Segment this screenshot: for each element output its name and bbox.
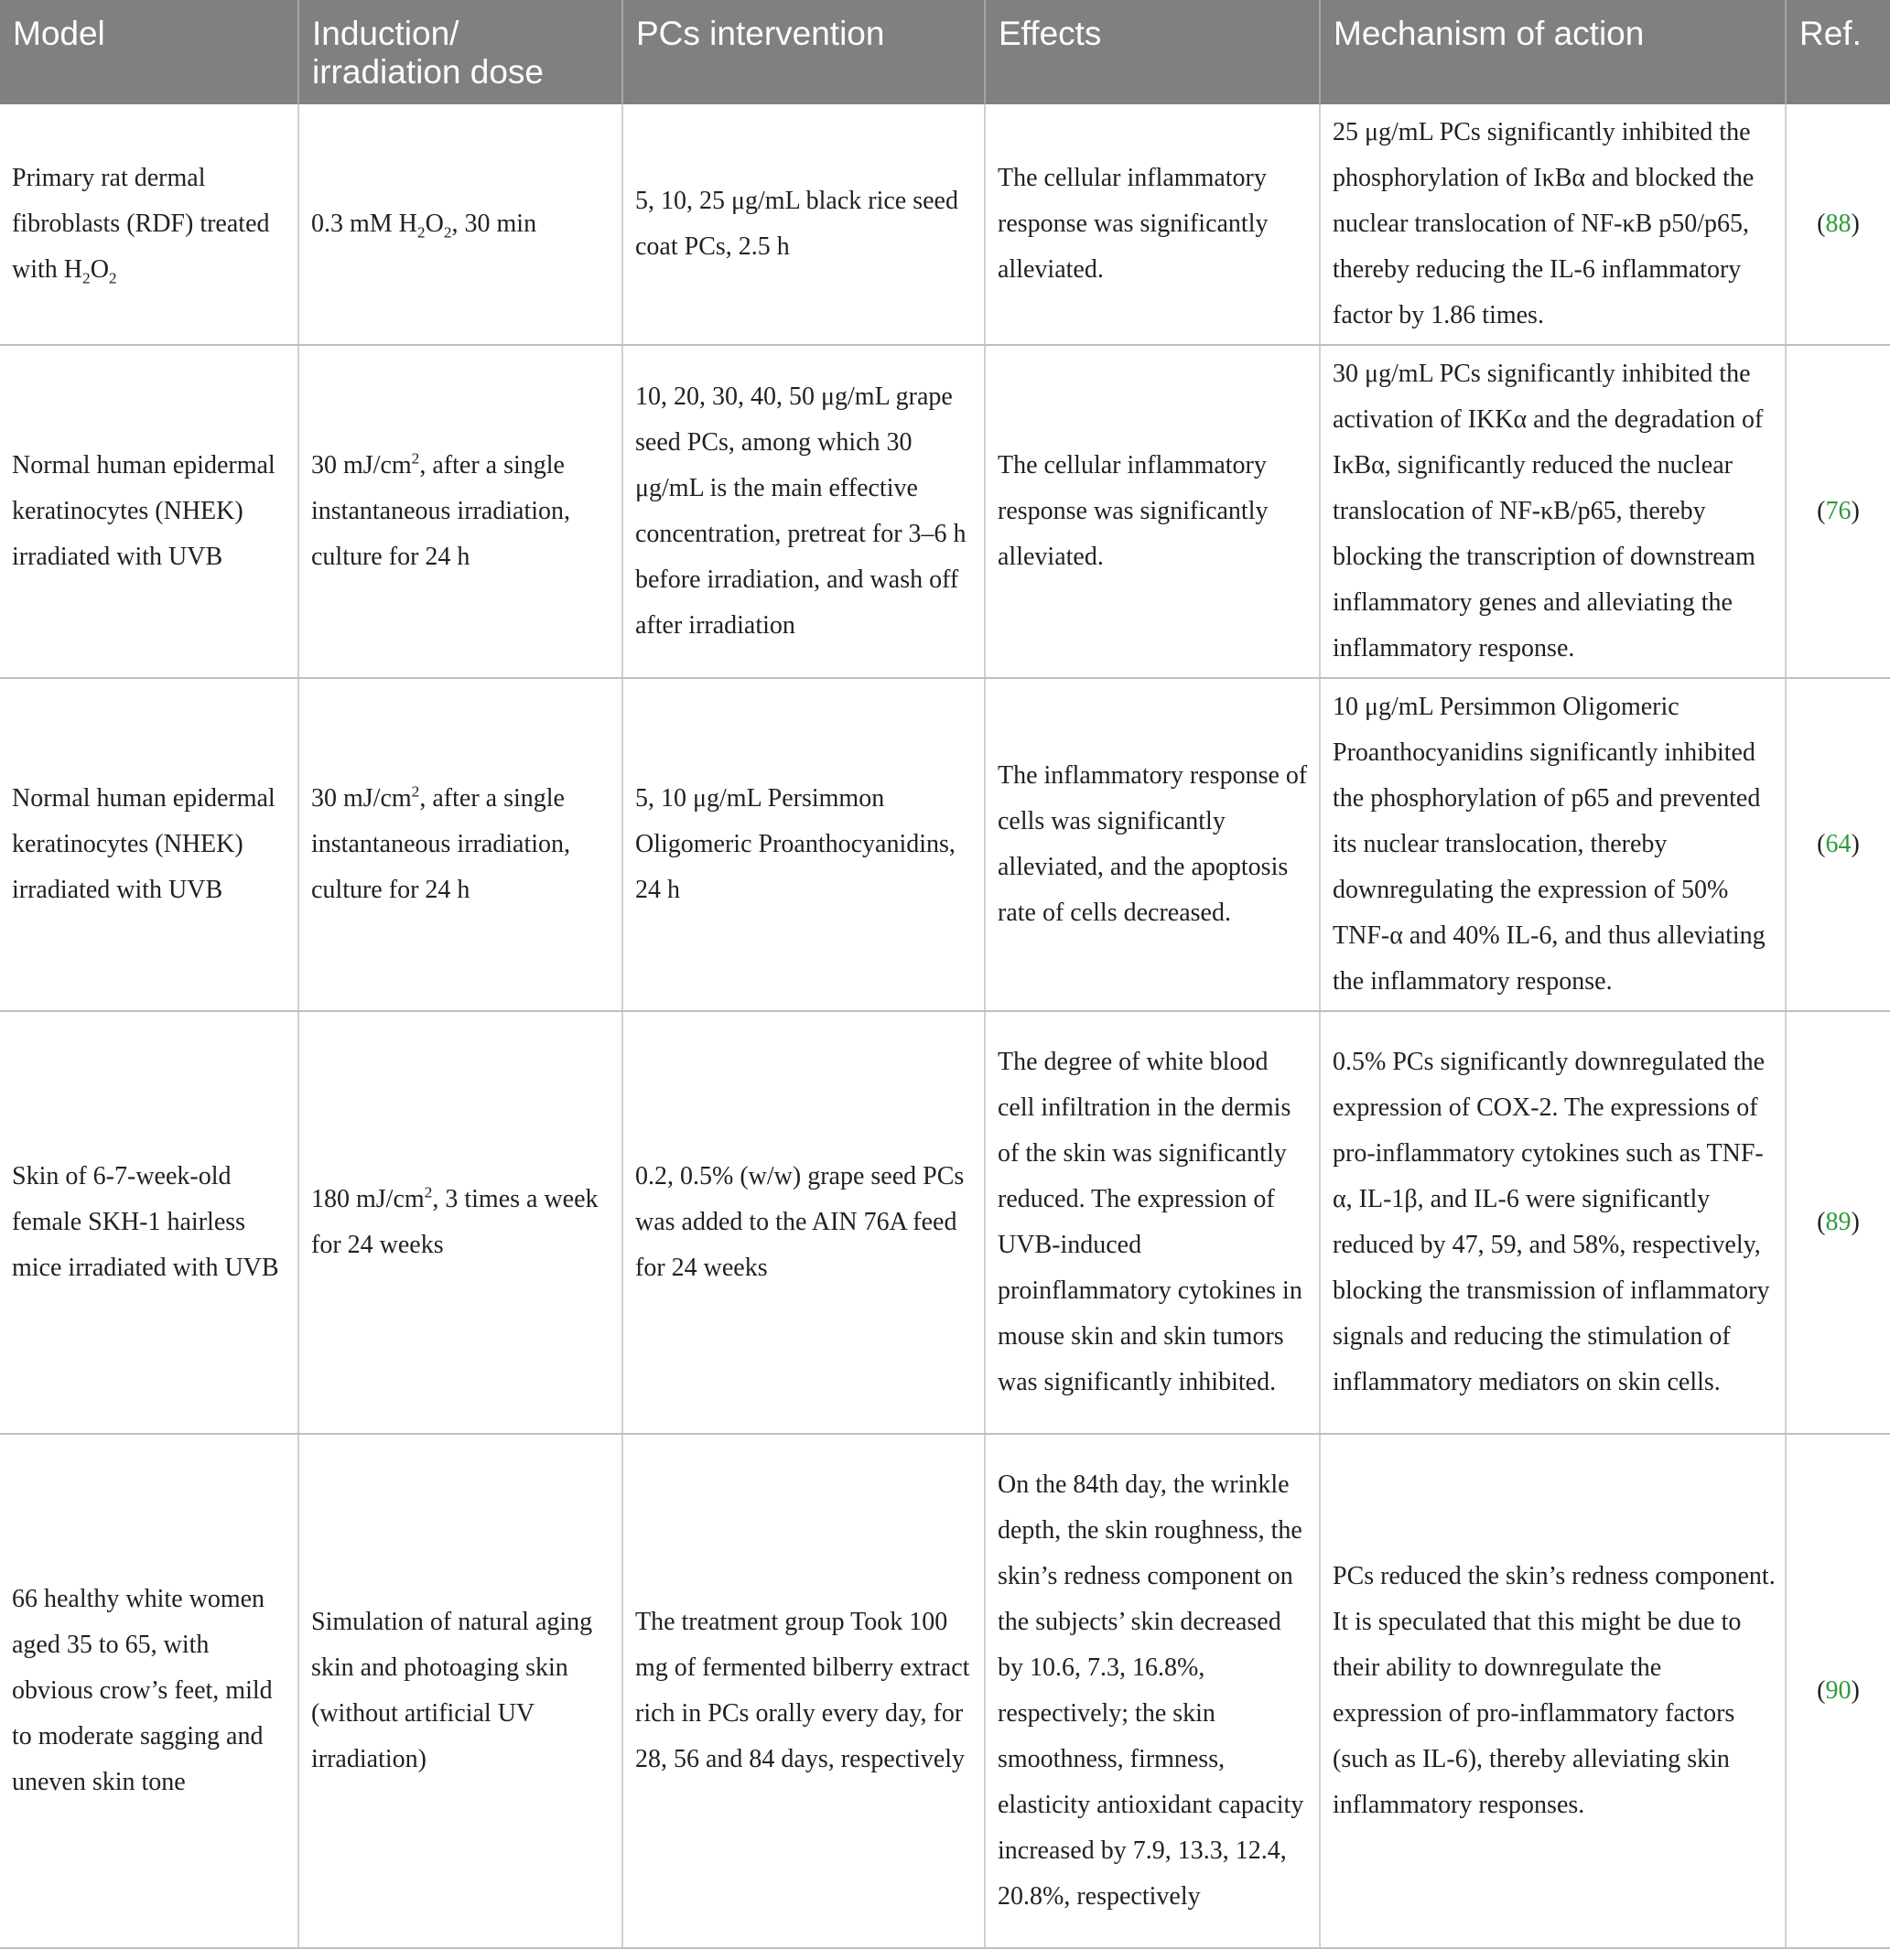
cell-dose: 0.3 mM $H_2O_2$, 30 min [298, 104, 622, 345]
table-row [0, 104, 1890, 345]
reference-link[interactable]: 89 [1825, 1208, 1852, 1236]
header-mechanism: Mechanism of action [1320, 0, 1786, 104]
cell-effects: The cellular inflammatory response was significantly alleviated. [985, 104, 1320, 345]
cell-model: Skin of 6-7-week-old female SKH-1 hairless mice irradiated with UVB [0, 1011, 298, 1434]
table-row [0, 1011, 1890, 1434]
header-intervention: PCs intervention [622, 0, 985, 104]
cell-intervention: 5, 10, 25 μg/mL black rice seed coat PCs, 2.5 h [622, 104, 985, 345]
cell-intervention: 5, 10 μg/mL Persimmon Oligomeric Proanthocyanidins, 24 h [622, 678, 985, 1011]
cell-ref: (64) [1786, 678, 1890, 1011]
cell-ref: (88) [1786, 104, 1890, 345]
cell-effects: The degree of white blood cell infiltration in the dermis of the skin was significantly reduced. The expression of UVB-induced proinflammatory cytokines in mouse skin and skin tumors was significantly inhibited. [985, 1011, 1320, 1434]
cell-ref: (90) [1786, 1434, 1890, 1948]
cell-effects: The inflammatory response of cells was significantly alleviated, and the apoptosis rate of cells decreased. [985, 678, 1320, 1011]
cell-effects: The cellular inflammatory response was significantly alleviated. [985, 345, 1320, 678]
cell-ref: (76) [1786, 345, 1890, 678]
cell-dose: 30 $mJ/cm^2$, after a single instantaneous irradiation, culture for 24 h [298, 678, 622, 1011]
cell-dose: 180 $mJ/cm^2$, 3 times a week for 24 weeks [298, 1011, 622, 1434]
table-header [0, 0, 1890, 104]
cell-effects: On the 84th day, the wrinkle depth, the skin roughness, the skin’s redness component on the subjects’ skin decreased by 10.6, 7.3, 16.8%, respectively; the skin smoothness, firmness, elasticity antioxidant capacity increased by 7.9, 13.3, 12.4, 20.8%, respectively [985, 1434, 1320, 1948]
cell-mechanism: 30 μg/mL PCs significantly inhibited the activation of IKKα and the degradation of IκBα, significantly reduced the nuclear translocation of NF-κB/p65, thereby blocking the transcription of downstream inflammatory genes and alleviating the inflammatory response. [1320, 345, 1786, 678]
reference-link[interactable]: 88 [1825, 210, 1852, 238]
table-body [0, 104, 1890, 1948]
reference-link[interactable]: 76 [1825, 497, 1852, 525]
reference-link[interactable]: 64 [1825, 830, 1852, 858]
cell-dose: 30 $mJ/cm^2$, after a single instantaneous irradiation, culture for 24 h [298, 345, 622, 678]
cell-mechanism: 25 μg/mL PCs significantly inhibited the phosphorylation of IκBα and blocked the nuclear translocation of NF-κB p50/p65, thereby reducing the IL-6 inflammatory factor by 1.86 times. [1320, 104, 1786, 345]
cell-mechanism: 0.5% PCs significantly downregulated the expression of COX-2. The expressions of pro-inflammatory cytokines such as TNF-α, IL-1β, and IL-6 were significantly reduced by 47, 59, and 58%, respectively, blocking the transmission of inflammatory signals and reducing the stimulation of inflammatory mediators on skin cells. [1320, 1011, 1786, 1434]
cell-model: Primary rat dermal fibroblasts (RDF) treated with $H_2O_2$ [0, 104, 298, 345]
header-model: Model [0, 0, 298, 104]
cell-intervention: 10, 20, 30, 40, 50 μg/mL grape seed PCs, among which 30 μg/mL is the main effective concentration, pretreat for 3–6 h before irradiation, and wash off after irradiation [622, 345, 985, 678]
table-row [0, 1434, 1890, 1948]
header-ref: Ref. [1786, 0, 1890, 104]
cell-model: 66 healthy white women aged 35 to 65, with obvious crow’s feet, mild to moderate sagging and uneven skin tone [0, 1434, 298, 1948]
cell-intervention: The treatment group Took 100 mg of fermented bilberry extract rich in PCs orally every day, for 28, 56 and 84 days, respectively [622, 1434, 985, 1948]
header-row [0, 0, 1890, 104]
header-dose: Induction/ irradiation dose [298, 0, 622, 104]
header-effects: Effects [985, 0, 1320, 104]
cell-mechanism: PCs reduced the skin’s redness component. It is speculated that this might be due to their ability to downregulate the expression of pro-inflammatory factors (such as IL-6), thereby alleviating skin inflammatory responses. [1320, 1434, 1786, 1948]
table-row [0, 678, 1890, 1011]
cell-model: Normal human epidermal keratinocytes (NHEK) irradiated with UVB [0, 678, 298, 1011]
cell-mechanism: 10 μg/mL Persimmon Oligomeric Proanthocyanidins significantly inhibited the phosphorylation of p65 and prevented its nuclear translocation, thereby downregulating the expression of 50% TNF-α and 40% IL-6, and thus alleviating the inflammatory response. [1320, 678, 1786, 1011]
cell-intervention: 0.2, 0.5% (w/w) grape seed PCs was added to the AIN 76A feed for 24 weeks [622, 1011, 985, 1434]
cell-ref: (89) [1786, 1011, 1890, 1434]
cell-model: Normal human epidermal keratinocytes (NHEK) irradiated with UVB [0, 345, 298, 678]
table-row [0, 345, 1890, 678]
reference-link[interactable]: 90 [1825, 1676, 1852, 1705]
cell-dose: Simulation of natural aging skin and photoaging skin (without artificial UV irradiation) [298, 1434, 622, 1948]
